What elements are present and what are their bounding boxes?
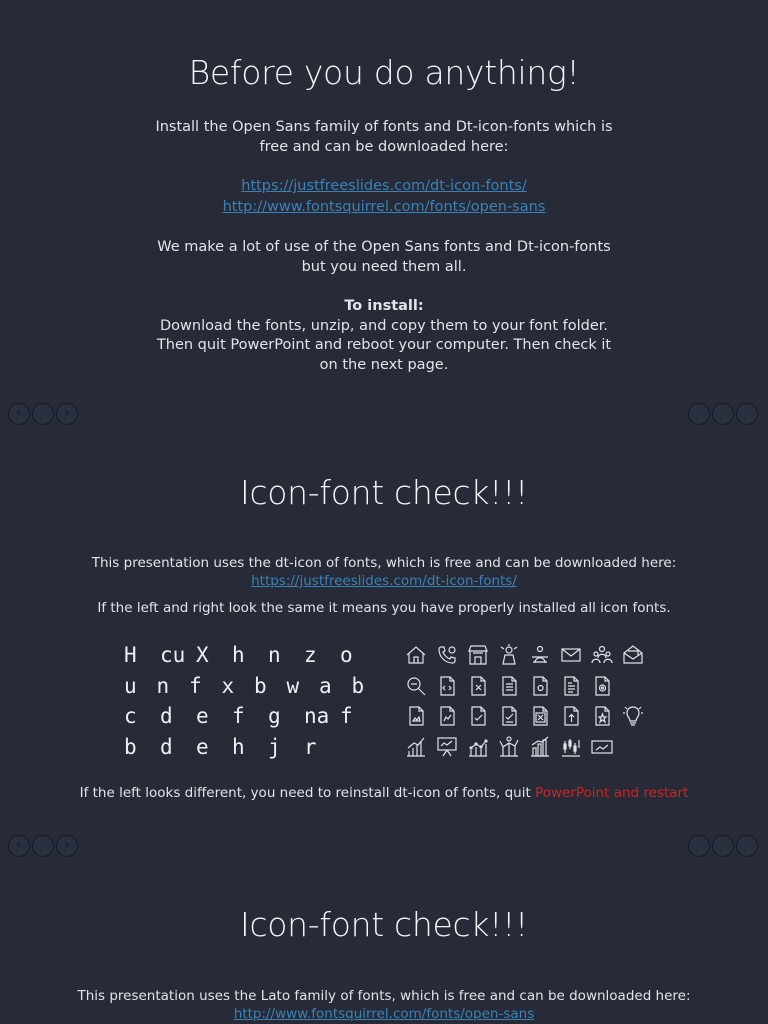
glyph-row (120, 732, 380, 763)
slide2-intro (0, 554, 768, 590)
footer-text: If the left looks different, you need to reinstall dt-icon of fonts, quit (79, 785, 536, 801)
install-line-2: Then quit PowerPoint and reboot your computer. Then check it (156, 337, 612, 353)
glyph: d (160, 704, 173, 729)
slide2-dt-icon-link[interactable]: https://justfreeslides.com/dt-icon-fonts/ (251, 573, 517, 589)
glyph: e (196, 734, 209, 759)
slide-nav-left (8, 403, 78, 425)
icon-row (400, 640, 650, 671)
glyph: r (304, 734, 317, 759)
presentation-icon (431, 733, 462, 761)
slide1-install (0, 297, 768, 375)
nav-dot-button[interactable] (712, 835, 734, 857)
usage-line-2: but you need them all. (301, 258, 467, 275)
glyph: o (340, 643, 353, 668)
slide2-intro-text: This presentation uses the dt-icon of fonts, which is free and can be downloaded here: (91, 555, 677, 571)
network-chart-icon (493, 733, 524, 761)
nav-dot-button[interactable] (736, 835, 758, 857)
intro-line-2: free and can be downloaded here: (259, 138, 509, 155)
usage-line-1: We make a lot of use of the Open Sans fonts and Dt-icon-fonts (157, 239, 611, 255)
open-sans-link[interactable]: http://www.fontsquirrel.com/fonts/open-sans (222, 199, 546, 215)
intro-line-1: Install the Open Sans family of fonts and Dt-icon-fonts which is (155, 119, 613, 135)
footer-warning: PowerPoint and restart (535, 785, 689, 801)
glyph: f (340, 704, 353, 729)
file-code-icon (431, 672, 462, 700)
prev-slide-button[interactable]: ‹ (8, 835, 30, 857)
glyph: x (221, 673, 235, 698)
install-line-1: Download the fonts, unzip, and copy them to your font folder. (159, 317, 609, 334)
glyph-row (120, 701, 380, 732)
glyph: h (232, 734, 245, 759)
file-image-icon (400, 702, 431, 730)
file-settings-icon (586, 672, 617, 700)
slide3-intro (0, 987, 768, 1023)
line-chart-icon (462, 733, 493, 761)
glyph: w (286, 673, 300, 698)
slide2-title: Icon-font check!!! (240, 473, 528, 512)
icon-row (400, 701, 650, 732)
podium-icon (493, 641, 524, 669)
icon-row (400, 732, 650, 763)
slide-font-check (0, 864, 768, 1024)
bar-chart-icon (400, 733, 431, 761)
slide3-open-sans-link[interactable]: http://www.fontsquirrel.com/fonts/open-sans (233, 1006, 535, 1022)
glyph: n (268, 643, 281, 668)
next-slide-button[interactable]: › (56, 835, 78, 857)
glyph: z (304, 643, 317, 668)
glyph: e (196, 704, 209, 729)
glyph: b (351, 673, 365, 698)
icon-row (400, 671, 650, 702)
glyph: H (124, 643, 137, 668)
install-line-3: on the next page. (319, 356, 449, 373)
install-heading: To install: (344, 298, 424, 314)
file-chart-icon (431, 702, 462, 730)
glyph: f (232, 704, 245, 729)
home-button[interactable] (32, 835, 54, 857)
file-lines-icon (555, 672, 586, 700)
slide2-check-text: If the left and right look the same it means you have properly installed all icon fonts. (97, 600, 671, 616)
slide3-title: Icon-font check!!! (240, 905, 528, 944)
glyph: b (124, 734, 137, 759)
glyph: a (319, 673, 332, 698)
envelope-icon (555, 641, 586, 669)
slide-nav-right (688, 835, 758, 857)
file-upload-icon (555, 702, 586, 730)
column-chart-icon (524, 733, 555, 761)
glyph-row (120, 640, 380, 671)
file-error-icon (524, 702, 555, 730)
nav-dot-button[interactable] (688, 403, 710, 425)
glyph: c (124, 704, 137, 729)
icon-font-sample (400, 640, 650, 762)
slide1-usage (0, 238, 768, 277)
dt-icon-fonts-link[interactable]: https://justfreeslides.com/dt-icon-fonts/ (241, 178, 527, 194)
slide-nav-left (8, 835, 78, 857)
slide-icon-font-check (0, 432, 768, 840)
phone-icon (431, 641, 462, 669)
glyph: cu (160, 643, 186, 668)
screen-chart-icon (586, 733, 617, 761)
glyph: X (196, 643, 209, 668)
slide1-title: Before you do anything! (188, 53, 580, 92)
next-slide-button[interactable]: › (56, 403, 78, 425)
file-list-icon (493, 672, 524, 700)
nav-dot-button[interactable] (736, 403, 758, 425)
glyph: f (189, 673, 202, 698)
glyph: d (160, 734, 173, 759)
glyph: h (232, 643, 245, 668)
slide-nav-right (688, 403, 758, 425)
file-gear-icon (524, 672, 555, 700)
glyph: n (156, 673, 170, 698)
prev-slide-button[interactable]: ‹ (8, 403, 30, 425)
slide2-footer (0, 784, 768, 802)
nav-dot-button[interactable] (712, 403, 734, 425)
store-icon (462, 641, 493, 669)
team-icon (586, 641, 617, 669)
file-x-icon (462, 672, 493, 700)
glyph: na (304, 704, 330, 729)
file-check-icon (462, 702, 493, 730)
glyph: u (124, 673, 137, 698)
slide1-intro (0, 118, 768, 157)
bulb-icon (617, 702, 648, 730)
glyph: g (268, 704, 281, 729)
glyph: j (268, 734, 281, 759)
nav-dot-button[interactable] (688, 835, 710, 857)
font-glyph-sample (120, 640, 380, 762)
glyph-row (120, 671, 380, 702)
file-star-icon (586, 702, 617, 730)
search-doc-icon (400, 672, 431, 700)
candle-chart-icon (555, 733, 586, 761)
file-check2-icon (493, 702, 524, 730)
slide1-links (0, 176, 768, 218)
slide3-intro-text: This presentation uses the Lato family of fonts, which is free and can be downloaded here: (77, 988, 691, 1004)
open-mail-icon (617, 641, 648, 669)
bug-icon (524, 641, 555, 669)
home-button[interactable] (32, 403, 54, 425)
house-icon (400, 641, 431, 669)
glyph: b (254, 673, 267, 698)
